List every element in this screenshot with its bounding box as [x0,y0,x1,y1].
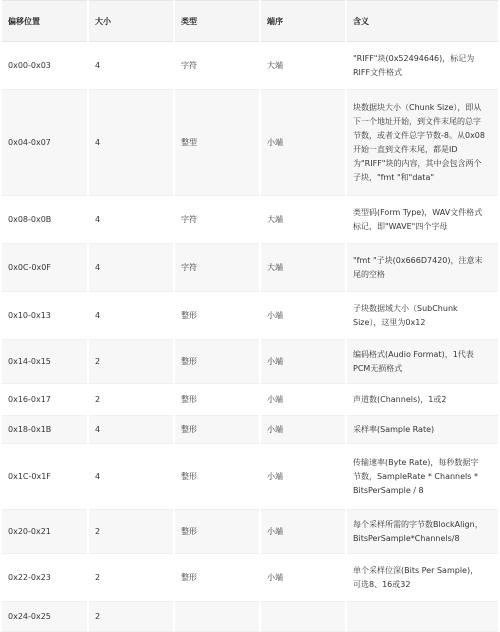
cell-meaning: "fmt "子块(0x666D7420)，注意末尾的空格 [346,244,498,292]
table-row [2,602,498,632]
cell-offset: 0x22-0x23 [2,554,88,602]
cell-offset: 0x18-0x1B [2,416,88,444]
cell-type: 整形 [174,510,260,554]
table-row [2,196,498,244]
cell-meaning: 声道数(Channels)，1或2 [346,384,498,416]
cell-meaning: 编码格式(Audio Format)，1代表PCM无损格式 [346,340,498,384]
wav-header-table [2,0,498,632]
cell-type: 整形 [174,384,260,416]
cell-offset: 0x10-0x13 [2,292,88,340]
cell-size: 4 [88,90,174,196]
cell-type: 整型 [174,90,260,196]
table-row [2,444,498,510]
cell-meaning: 每个采样所需的字节数BlockAlign，BitsPerSample*Channels/8 [346,510,498,554]
table-body [2,42,498,632]
table-row [2,510,498,554]
header-offset: 偏移位置 [2,1,88,42]
cell-offset: 0x00-0x03 [2,42,88,90]
header-endian: 端序 [260,1,346,42]
cell-size: 2 [88,510,174,554]
cell-endian: 小端 [260,510,346,554]
cell-size: 2 [88,554,174,602]
header-size: 大小 [88,1,174,42]
cell-size: 4 [88,196,174,244]
cell-size: 4 [88,42,174,90]
cell-size: 2 [88,340,174,384]
cell-endian: 小端 [260,90,346,196]
cell-meaning: 类型码(Form Type)，WAV文件格式标记，即"WAVE"四个字母 [346,196,498,244]
cell-type: 字符 [174,244,260,292]
cell-offset: 0x04-0x07 [2,90,88,196]
cell-offset: 0x1C-0x1F [2,444,88,510]
cell-endian: 大端 [260,42,346,90]
cell-size: 4 [88,444,174,510]
cell-meaning: 单个采样位深(Bits Per Sample)，可选8、16或32 [346,554,498,602]
table-row [2,384,498,416]
cell-meaning: "RIFF"块(0x52494646)，标记为RIFF文件格式 [346,42,498,90]
cell-endian: 小端 [260,384,346,416]
cell-meaning: 块数据块大小（Chunk Size），即从下一个地址开始，到文件末尾的总字节数，或者文件总字节数-8。从0x08开始一直到文件末尾，都是ID为"RIFF"块的内容，其中会包含两个子块，"fmt "和"data" [346,90,498,196]
cell-endian: 小端 [260,554,346,602]
table-header [2,1,498,42]
table-row [2,42,498,90]
cell-type: 整形 [174,292,260,340]
cell-size: 4 [88,416,174,444]
cell-size: 2 [88,602,174,632]
cell-type: 整形 [174,554,260,602]
cell-type [174,602,260,632]
cell-type: 整形 [174,340,260,384]
cell-endian: 小端 [260,444,346,510]
cell-type: 整形 [174,416,260,444]
cell-type: 字符 [174,42,260,90]
cell-meaning: 传输速率(Byte Rate)，每秒数据字节数，SampleRate * Channels * BitsPerSample / 8 [346,444,498,510]
table-row [2,244,498,292]
cell-meaning: 采样率(Sample Rate) [346,416,498,444]
header-type: 类型 [174,1,260,42]
table-row [2,340,498,384]
header-row [2,1,498,42]
cell-offset: 0x24-0x25 [2,602,88,632]
cell-endian: 小端 [260,292,346,340]
cell-size: 2 [88,384,174,416]
table-row [2,416,498,444]
cell-offset: 0x20-0x21 [2,510,88,554]
cell-endian: 小端 [260,416,346,444]
cell-endian: 大端 [260,196,346,244]
cell-size: 4 [88,292,174,340]
cell-type: 字符 [174,196,260,244]
cell-offset: 0x16-0x17 [2,384,88,416]
table-row [2,554,498,602]
cell-offset: 0x0C-0x0F [2,244,88,292]
cell-offset: 0x08-0x0B [2,196,88,244]
cell-meaning [346,602,498,632]
cell-meaning: 子块数据域大小（SubChunk Size），这里为0x12 [346,292,498,340]
header-meaning: 含义 [346,1,498,42]
cell-offset: 0x14-0x15 [2,340,88,384]
table-row [2,292,498,340]
cell-endian: 大端 [260,244,346,292]
cell-endian [260,602,346,632]
cell-size: 4 [88,244,174,292]
table-row [2,90,498,196]
cell-type: 整形 [174,444,260,510]
cell-endian: 小端 [260,340,346,384]
